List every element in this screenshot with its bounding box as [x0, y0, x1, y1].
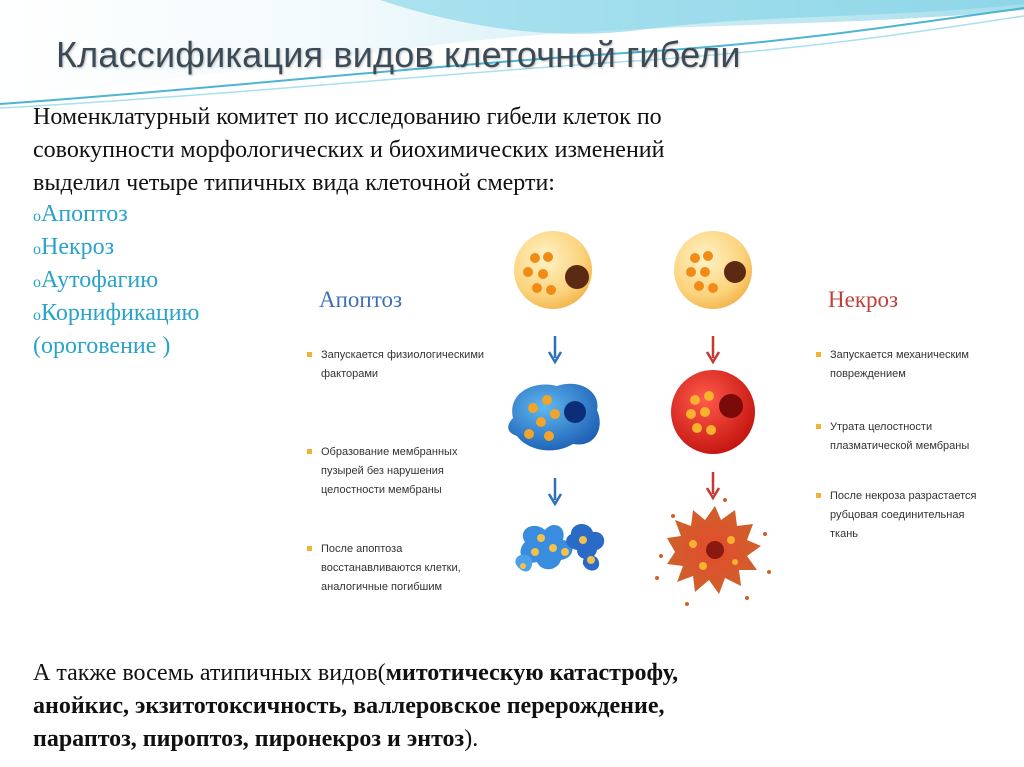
- apoptosis-note-blebbing: [321, 443, 457, 500]
- note-line: Запускается физиологическими: [321, 349, 485, 361]
- arrow-down-icon: [707, 336, 719, 362]
- necrotic-debris: [655, 498, 771, 606]
- note-line: повреждением: [830, 368, 906, 380]
- note-marker: [816, 352, 821, 357]
- necrosis-note-membrane: [830, 418, 969, 456]
- note-line: После некроза разрастается: [830, 490, 977, 502]
- necrosis-swelling-cell: [671, 370, 755, 454]
- apoptosis-note-trigger: [321, 346, 484, 384]
- list-item-label: Корнификацию: [41, 300, 200, 326]
- atypical-term-line: параптоз, пироптоз, пиронекроз и энтоз: [33, 726, 465, 752]
- note-line: факторами: [321, 368, 379, 380]
- necrosis-heading: Некроз: [828, 287, 899, 312]
- intro-line: Номенклатурный комитет по исследованию гибели клеток по: [33, 104, 662, 130]
- apoptosis-necrosis-figure: [295, 200, 1010, 648]
- intro-line: выделил четыре типичных вида клеточной смерти:: [33, 170, 555, 196]
- list-item-label: Апоптоз: [41, 201, 128, 227]
- atypical-types-paragraph: [33, 657, 933, 756]
- apoptosis-note-outcome: [321, 540, 461, 597]
- intro-paragraph: [33, 101, 863, 200]
- note-line: плазматической мембраны: [830, 440, 970, 452]
- bullet-marker: o: [33, 241, 41, 258]
- apoptosis-heading: Апоптоз: [319, 287, 403, 312]
- note-line: ткань: [830, 528, 859, 540]
- atypical-term-line: митотическую катастрофу,: [385, 660, 679, 686]
- note-marker: [307, 352, 312, 357]
- necrosis-healthy-cell: [674, 231, 752, 309]
- list-item-label: Некроз: [41, 234, 115, 260]
- atypical-suffix: ).: [464, 726, 479, 752]
- arrow-down-icon: [549, 478, 561, 504]
- list-item-autophagy: [33, 265, 293, 298]
- apoptotic-bodies: [515, 524, 604, 572]
- note-line: целостности мембраны: [321, 484, 442, 496]
- atypical-term-line: анойкис, экзитотоксичность, валлеровское перерождение,: [33, 693, 665, 719]
- slide-title: Классификация видов клеточной гибели: [56, 34, 741, 75]
- note-marker: [307, 449, 312, 454]
- list-item-cornification: [33, 298, 293, 331]
- intro-line: совокупности морфологических и биохимических изменений: [33, 137, 665, 163]
- necrosis-note-trigger: [830, 346, 969, 384]
- note-line: рубцовая соединительная: [830, 509, 965, 521]
- list-item-apoptosis: [33, 199, 293, 232]
- apoptosis-shrinking-cell: [508, 384, 600, 451]
- note-line: Утрата целостности: [830, 421, 933, 433]
- list-item-label: Аутофагию: [41, 267, 159, 293]
- atypical-prefix: А также восемь атипичных видов(: [33, 660, 386, 686]
- list-item-keratinization: [33, 331, 293, 362]
- note-line: Образование мембранных: [321, 446, 458, 458]
- note-line: пузырей без нарушения: [321, 465, 444, 477]
- bullet-marker: o: [33, 307, 41, 324]
- list-item-necrosis: [33, 232, 293, 265]
- note-marker: [307, 546, 312, 551]
- bullet-marker: o: [33, 274, 41, 291]
- necrosis-note-outcome: [830, 487, 977, 544]
- list-item-label: (ороговение ): [33, 333, 171, 359]
- note-line: Запускается механическим: [830, 349, 969, 361]
- arrow-down-icon: [707, 472, 719, 498]
- arrow-down-icon: [549, 336, 561, 362]
- apoptosis-healthy-cell: [514, 231, 592, 309]
- bullet-marker: o: [33, 208, 41, 225]
- note-line: восстанавливаются клетки,: [321, 562, 461, 574]
- note-marker: [816, 493, 821, 498]
- note-line: После апоптоза: [321, 543, 403, 555]
- note-marker: [816, 424, 821, 429]
- death-types-list: [33, 199, 293, 362]
- note-line: аналогичные погибшим: [321, 581, 443, 593]
